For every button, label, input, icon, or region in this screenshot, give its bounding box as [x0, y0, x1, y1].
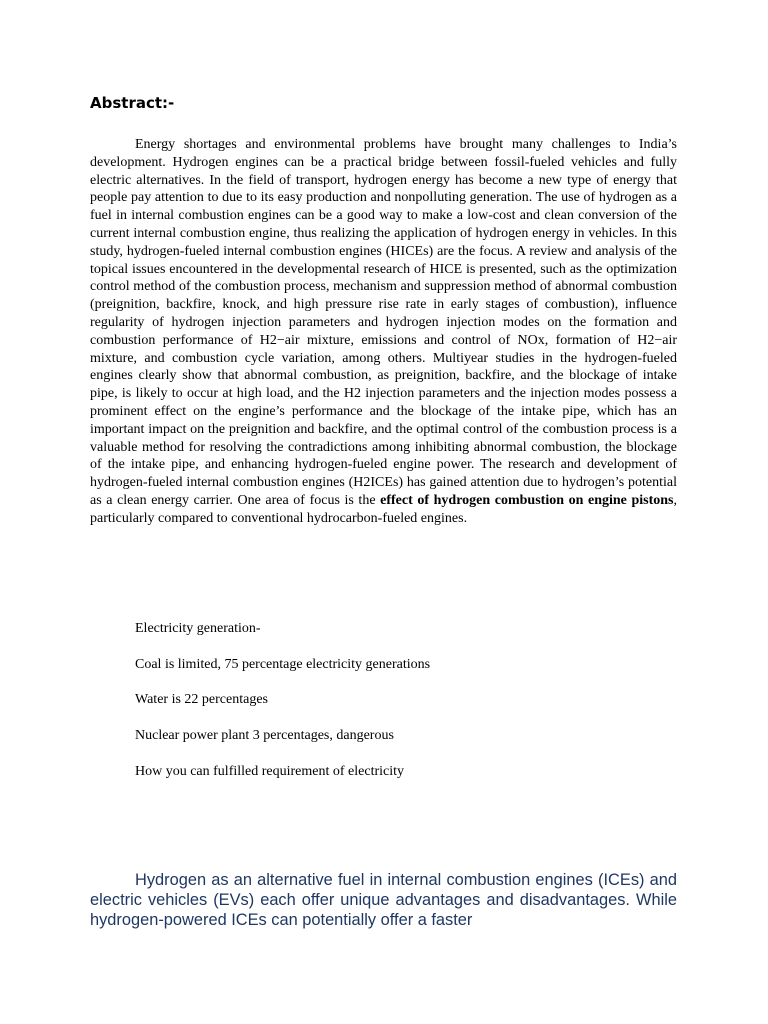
note-requirement: How you can fulfilled requirement of electricity — [135, 764, 405, 779]
hydrogen-paragraph: Hydrogen as an alternative fuel in internal combustion engines (ICEs) and electric vehicles (EVs) each offer unique advantages and disadvantages. While hydrogen-powered ICEs can potentially offer a faster — [90, 871, 677, 930]
abstract-text-end: , particularly compared to conventional hydrocarbon-fueled engines. — [90, 492, 677, 526]
note-nuclear: Nuclear power plant 3 percentages, dangerous — [135, 728, 394, 743]
abstract-heading: Abstract:- — [90, 94, 175, 112]
abstract-paragraph — [90, 136, 677, 528]
note-electricity-generation: Electricity generation- — [135, 621, 261, 636]
note-coal: Coal is limited, 75 percentage electricity generations — [135, 657, 431, 672]
abstract-bold-phrase: effect of hydrogen combustion on engine pistons — [380, 492, 674, 508]
abstract-text: Energy shortages and environmental problems have brought many challenges to India’s development. Hydrogen engines can be a practical bridge between fossil-fueled vehicles and fully electric alternatives. In the field of transport, hydrogen energy has become a new type of energy that people pay attention to due to its easy production and nonpolluting generation. The use of hydrogen as a fuel in internal combustion engines can be a good way to make a low-cost and clean conversion of the current internal combustion engine, thus realizing the application of hydrogen energy in vehicles. In this study, hydrogen-fueled internal combustion engines (HICEs) are the focus. A review and analysis of the topical issues encountered in the developmental research of HICE is presented, such as the optimization control method of the combustion process, mechanism and suppression method of abnormal combustion (preignition, backfire, knock, and high pressure rise rate in early stages of combustion), influence regularity of hydrogen injection parameters and hydrogen injection modes on the formation and combustion performance of H2−air mixture, emissions and control of NOx, formation of H2−air mixture, and combustion cycle variation, among others. Multiyear studies in the hydrogen-fueled engines clearly show that abnormal combustion, as preignition, backfire, and the blockage of intake pipe, is likely to occur at high load, and the H2 injection parameters and the injection modes possess a prominent effect on the engine’s performance and the blockage of the intake pipe, which has an important impact on the preignition and backfire, and the optimal control of the combustion process is a valuable method for resolving the contradictions among inhibiting abnormal combustion, the blockage of the intake pipe, and enhancing hydrogen-fueled engine power. The research and development of hydrogen-fueled internal combustion engines (H2ICEs) has gained attention due to hydrogen’s potential as a clean energy carrier. One area of focus is the — [90, 137, 677, 508]
note-water: Water is 22 percentages — [135, 692, 268, 707]
